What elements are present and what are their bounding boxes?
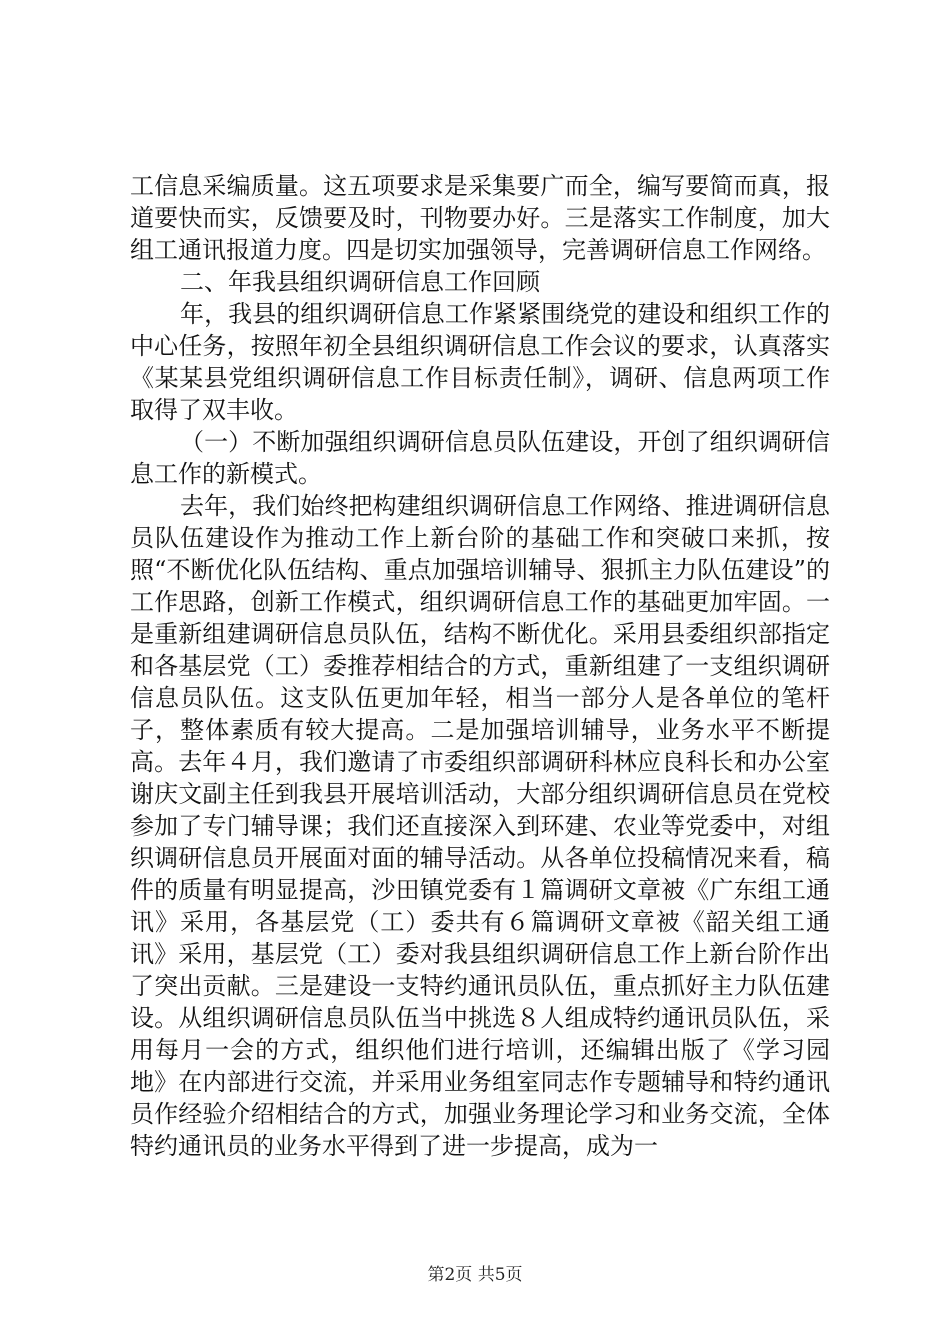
page-number-label: 第2页 共5页 [427,1265,523,1285]
paragraph-summary: 年，我县的组织调研信息工作紧紧围绕党的建设和组织工作的中心任务，按照年初全县组织调研信息工作会议的要求，认真落实《某某县党组织调研信息工作目标责任制》，调研、信息两项工作取得了双丰收。 [130,300,830,424]
section-heading-review: 二、年我县组织调研信息工作回顾 [180,268,540,296]
document-body [130,170,830,1162]
paragraph-team-building: 去年，我们始终把构建组织调研信息工作网络、推进调研信息员队伍建设作为推动工作上新台阶的基础工作和突破口来抓，按照“不断优化队伍结构、重点加强培训辅导、狠抓主力队伍建设”的工作思路，创新工作模式，组织调研信息工作的基础更加牢固。一是重新组建调研信息员队伍，结构不断优化。采用县委组织部指定和各基层党（工）委推荐相结合的方式，重新组建了一支组织调研信息员队伍。这支队伍更加年轻，相当一部分人是各单位的笔杆子，整体素质有较大提高。二是加强培训辅导，业务水平不断提高。去年４月，我们邀请了市委组织部调研科林应良科长和办公室谢庆文副主任到我县开展培训活动，大部分组织调研信息员在党校参加了专门辅导课；我们还直接深入到环建、农业等党委中，对组织调研信息员开展面对面的辅导活动。从各单位投稿情况来看，稿件的质量有明显提高，沙田镇党委有１篇调研文章被《广东组工通讯》采用，各基层党（工）委共有６篇调研文章被《韶关组工通讯》采用，基层党（工）委对我县组织调研信息工作上新台阶作出了突出贡献。三是建设一支特约通讯员队伍，重点抓好主力队伍建设。从组织调研信息员队伍当中挑选８人组成特约通讯员队伍，采用每月一会的方式，组织他们进行培训，还编辑出版了《学习园地》在内部进行交流，并采用业务组室同志作专题辅导和特约通讯员作经验介绍相结合的方式，加强业务理论学习和业务交流，全体特约通讯员的业务水平得到了进一步提高，成为一 [130,492,830,1160]
page-footer [0,1264,950,1286]
subheading-team-building: （一）不断加强组织调研信息员队伍建设，开创了组织调研信息工作的新模式。 [130,428,830,488]
paragraph-continuation: 工信息采编质量。这五项要求是采集要广而全，编写要简而真，报道要快而实，反馈要及时，刊物要办好。三是落实工作制度，加大组工通讯报道力度。四是切实加强领导，完善调研信息工作网络。 [130,172,830,264]
